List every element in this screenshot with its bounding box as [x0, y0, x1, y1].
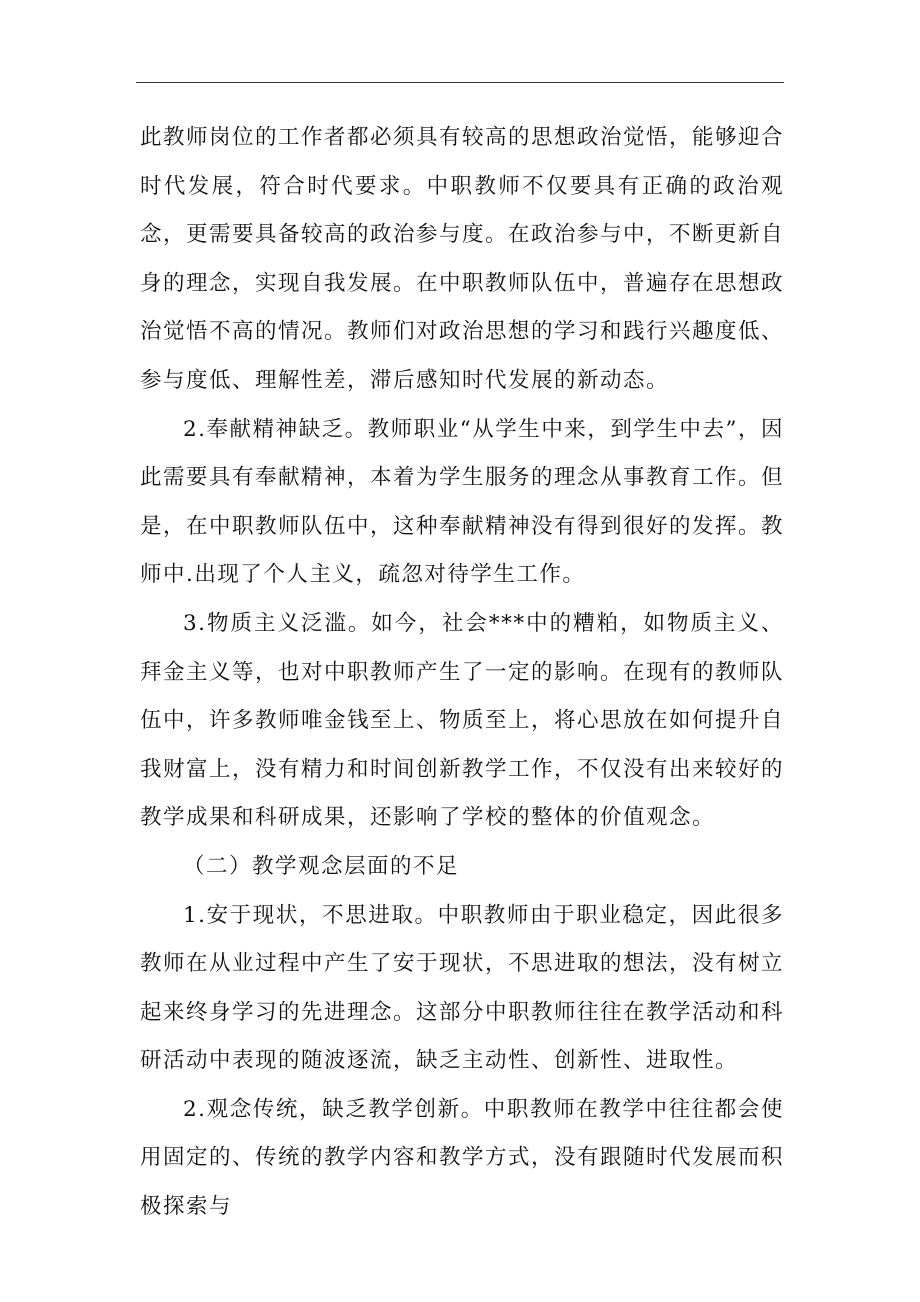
- paragraph-dedication-lacking: 2.奉献精神缺乏。教师职业“从学生中来，到学生中去”，因此需要具有奉献精神，本着为学生服务的理念从事教育工作。但是，在中职教师队伍中，这种奉献精神没有得到很好的发挥。教师中.出现了个人主义，疏忽对待学生工作。: [140, 416, 785, 588]
- paragraph-complacency: 1.安于现状，不思进取。中职教师由于职业稳定，因此很多教师在从业过程中产生了安于现状，不思进取的想法，没有树立起来终身学习的先进理念。这部分中职教师往往在教学活动和科研活动中表现的随波逐流，缺乏主动性、创新性、进取性。: [140, 902, 785, 1074]
- paragraph-materialism: 3.物质主义泛滥。如今，社会***中的糟粕，如物质主义、拜金主义等，也对中职教师产生了一定的影响。在现有的教师队伍中，许多教师唯金钱至上、物质至上，将心思放在如何提升自我财富上，没有精力和时间创新教学工作，不仅没有出来较好的教学成果和科研成果，还影响了学校的整体的价值观念。: [140, 610, 785, 831]
- section-heading: （二）教学观念层面的不足: [183, 853, 460, 879]
- paragraph-continuation: 此教师岗位的工作者都必须具有较高的思想政治觉悟，能够迎合时代发展，符合时代要求。中职教师不仅要具有正确的政治观念，更需要具备较高的政治参与度。在政治参与中，不断更新自身的理念，实现自我发展。在中职教师队伍中，普遍存在思想政治觉悟不高的情况。教师们对政治思想的学习和践行兴趣度低、参与度低、理解性差，滞后感知时代发展的新动态。: [140, 125, 785, 393]
- header-rule: [136, 82, 784, 83]
- document-body: [140, 114, 784, 1232]
- paragraph-traditional-ideas: 2.观念传统，缺乏教学创新。中职教师在教学中往往都会使用固定的、传统的教学内容和教学方式，没有跟随时代发展而积极探索与: [140, 1096, 785, 1220]
